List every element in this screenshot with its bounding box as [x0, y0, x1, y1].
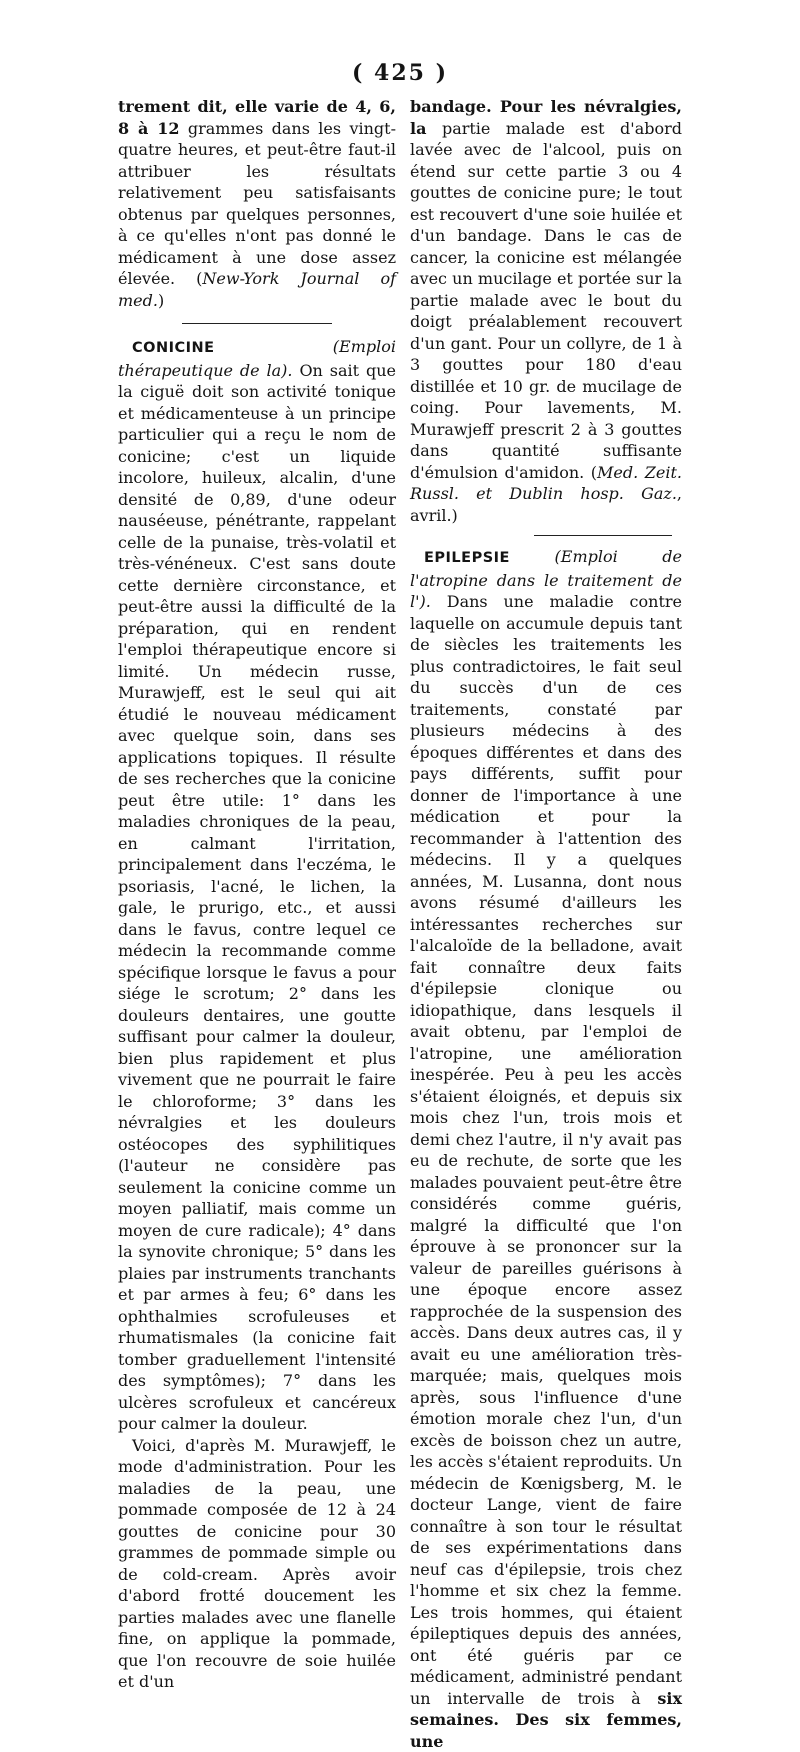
article-heading: CONICINE — [132, 340, 215, 356]
article-subtitle: (Emploi thérapeutique de la). — [118, 337, 396, 380]
page-number: ( 425 ) — [351, 60, 449, 86]
paragraph-continuation — [410, 96, 682, 526]
section-divider — [182, 323, 332, 324]
article-epilepsie — [410, 546, 682, 1752]
section-divider — [534, 535, 672, 536]
source-citation: Med. Zeit. Russl. et Dublin hosp. Gaz. — [410, 462, 682, 503]
article-heading: EPILEPSIE — [424, 550, 510, 566]
bold-run: bandage. Pour les névralgies, la — [410, 97, 682, 138]
citation-close: , avril.) — [410, 484, 682, 525]
paragraph-continuation — [118, 96, 396, 311]
paragraph-administration: Voici, d'après M. Murawjeff, le mode d'administration. Pour les maladies de la peau, une pommade composée de 12 à 24 gouttes de conicine pour 30 grammes de pommade simple ou de cold-cream. Après avoir d'abord frotté doucement les parties malades avec une flanelle fine, on applique la pommade, que l'on recouvre de soie huilée et d'un — [118, 1435, 396, 1691]
bold-run: trement dit, elle varie de 4, 6, 8 à 12 — [118, 97, 396, 138]
paragraph-text: partie malade est d'abord lavée avec de l'alcool, puis on étend sur cette partie 3 ou 4 gouttes de conicine pure; le tout est recouvert d'une soie huilée et d'un bandage. Dans le cas de cancer, la conicine est mélangée avec un mucilage et portée sur la partie malade avec le bout du doigt préalablement recouvert d'un gant. Pour un collyre, de 1 à 3 gouttes pour 180 d'eau distillée et 10 gr. de mucilage de coing. Pour lavements, M. Murawjeff prescrit 2 à 3 gouttes dans quantité suffisante d'émulsion d'amidon. ( — [410, 118, 682, 482]
source-citation: New-York Journal of med. — [118, 269, 396, 310]
left-column — [118, 96, 396, 1693]
article-conicine — [118, 336, 396, 1435]
citation-close: ) — [157, 290, 165, 310]
paragraph-text: grammes dans les vingt-quatre heures, et peut-être faut-il attribuer les résultats relativement peu satisfaisants obtenus par quelques personnes, à ce qu'elles n'ont pas donné le médicament à une dose assez élevée. ( — [118, 118, 397, 288]
article-subtitle: (Emploi de l'atropine dans le traitement de l'). — [410, 547, 682, 611]
article-text: Dans une maladie contre laquelle on accumule depuis tant de siècles les traitements les plus contradictoires, le fait seul du succès d'un de ces traitements, constaté par plusieurs médecins à des époques différentes et dans des pays différents, suffit pour donner de l'importance à une médication et pour la recommander à l'attention des médecins. Il y a quelques années, M. Lusanna, dont nous avons résumé d'ailleurs les intéressantes recherches sur l'alcaloïde de la belladone, avait fait connaître deux faits d'épilepsie clonique ou idiopathique, dans lesquels il avait obtenu, par l'emploi de l'atropine, une amélioration inespérée. Peu à peu les accès s'étaient éloignés, et depuis six mois chez l'un, trois mois et demi chez l'autre, il n'y avait pas eu de rechute, de sorte que les malades pouvaient peut-être être considérés comme guéris, malgré la difficulté que l'on éprouve à se prononcer sur la valeur de pareilles guérisons à une époque encore assez rapprochée de la suspension des accès. Dans deux autres cas, il y avait eu une amélioration très-marquée; mais, quelques mois après, sous l'influence d'une émotion morale chez l'un, d'un excès de boisson chez un autre, les accès s'étaient reproduits. Un médecin de Kœnigsberg, M. le docteur Lange, vient de faire connaître à son tour le résultat de ses expérimentations dans neuf cas d'épilepsie, trois chez l'homme et six chez la femme. Les trois hommes, qui étaient épileptiques depuis des années, ont été guéris par ce médicament, administré pendant un intervalle de trois à — [410, 592, 682, 1708]
bold-run: six semaines. Des six femmes, une — [410, 1688, 682, 1751]
article-text: On sait que la ciguë doit son activité tonique et médicamenteuse à un principe particulier qui a reçu le nom de conicine; c'est un liquide incolore, huileux, alcalin, d'une densité de 0,89, d'une odeur nauséeuse, pénétrante, rappelant celle de la punaise, très-volatil et très-vénéneux. C'est sans doute cette dernière circonstance, et peut-être aussi la difficulté de la préparation, qui en rendent l'emploi thérapeutique encore si limité. Un médecin russe, Murawjeff, est le seul qui ait étudié le nouveau médicament avec quelque soin, dans ses applications topiques. Il résulte de ses recherches que la conicine peut être utile: 1° dans les maladies chroniques de la peau, en calmant l'irritation, principalement dans l'eczéma, le psoriasis, l'acné, le lichen, la gale, le prurigo, etc., et aussi dans le favus, contre lequel ce médecin la recommande comme spécifique lorsque le favus a pour siége le scrotum; 2° dans les douleurs dentaires, une goutte suffisant pour calmer la douleur, bien plus rapidement et plus vivement que ne pourrait le faire le chloroforme; 3° dans les névralgies et les douleurs ostéocopes des syphilitiques (l'auteur ne considère pas seulement la conicine comme un moyen palliatif, mais comme un moyen de cure radicale); 4° dans la synovite chronique; 5° dans les plaies par instruments tranchants et par armes à feu; 6° dans les ophthalmies scrofuleuses et rhumatismales (la conicine fait tomber graduellement l'intensité des symptômes); 7° dans les ulcères scrofuleux et cancéreux pour calmer la douleur. — [118, 360, 397, 1433]
right-column — [410, 96, 682, 1752]
